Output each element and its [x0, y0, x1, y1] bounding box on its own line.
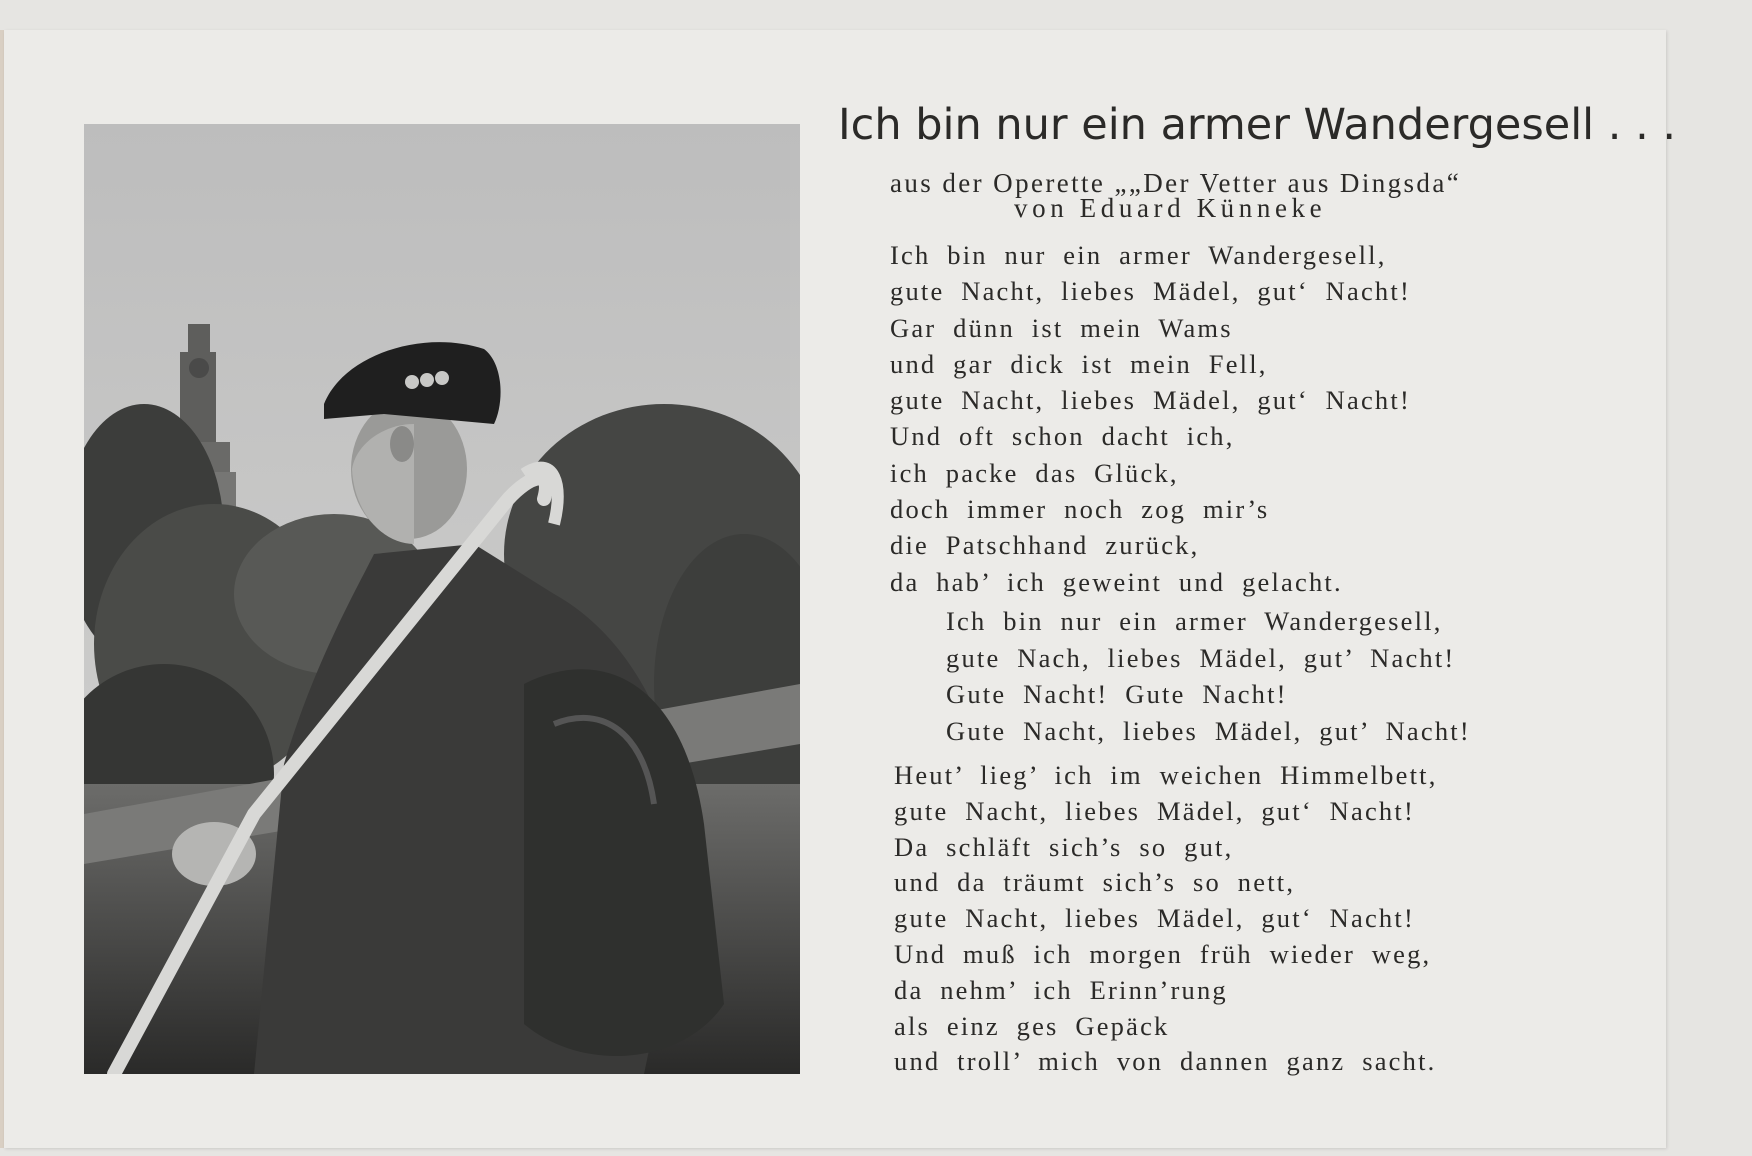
verse-line: Heut’ lieg’ ich im weichen Himmelbett, — [894, 760, 1438, 790]
verse-line: die Patschhand zurück, — [890, 530, 1200, 561]
verse-2 — [894, 758, 1438, 1080]
verse-line: doch immer noch zog mir’s — [890, 494, 1270, 525]
verse-line: ich packe das Glück, — [890, 457, 1179, 488]
verse-1 — [890, 237, 1411, 600]
chorus — [946, 603, 1471, 749]
verse-line: Und oft schon dacht ich, — [890, 421, 1235, 452]
verse-line: und da träumt sich’s so nett, — [894, 867, 1296, 898]
chorus-line: Gute Nacht, liebes Mädel, gut’ Nacht! — [946, 715, 1471, 746]
verse-line: gute Nacht, liebes Mädel, gut‘ Nacht! — [894, 795, 1415, 826]
verse-line: als einz ges Gepäck — [894, 1010, 1170, 1041]
composer-credit: von Eduard Künneke — [1014, 193, 1327, 223]
verse-line: gute Nacht, liebes Mädel, gut‘ Nacht! — [894, 903, 1415, 934]
chorus-line: Ich bin nur ein armer Wandergesell, — [946, 606, 1443, 636]
chorus-line: gute Nach, liebes Mädel, gut’ Nacht! — [946, 642, 1456, 673]
verse-line: Da schläft sich’s so gut, — [894, 831, 1234, 862]
verse-line: Gar dünn ist mein Wams — [890, 312, 1233, 343]
verse-line: da nehm’ ich Erinn’rung — [894, 974, 1228, 1005]
wanderer-photo — [84, 124, 800, 1074]
operetta-source: aus der Operette „„Der Vetter aus Dingsda“ — [890, 168, 1462, 198]
verse-line: gute Nacht, liebes Mädel, gut‘ Nacht! — [890, 276, 1411, 307]
verse-line: und troll’ mich von dannen ganz sacht. — [894, 1046, 1437, 1077]
verse-line: Ich bin nur ein armer Wandergesell, — [890, 240, 1387, 270]
chorus-line: Gute Nacht! Gute Nacht! — [946, 679, 1288, 709]
verse-line: und gar dick ist mein Fell, — [890, 348, 1268, 379]
song-title: Ich bin nur ein armer Wandergesell . . . — [838, 100, 1677, 150]
verse-line: gute Nacht, liebes Mädel, gut‘ Nacht! — [890, 385, 1411, 416]
verse-line: da hab’ ich geweint und gelacht. — [890, 566, 1343, 597]
verse-line: Und muß ich morgen früh wieder weg, — [894, 938, 1432, 969]
